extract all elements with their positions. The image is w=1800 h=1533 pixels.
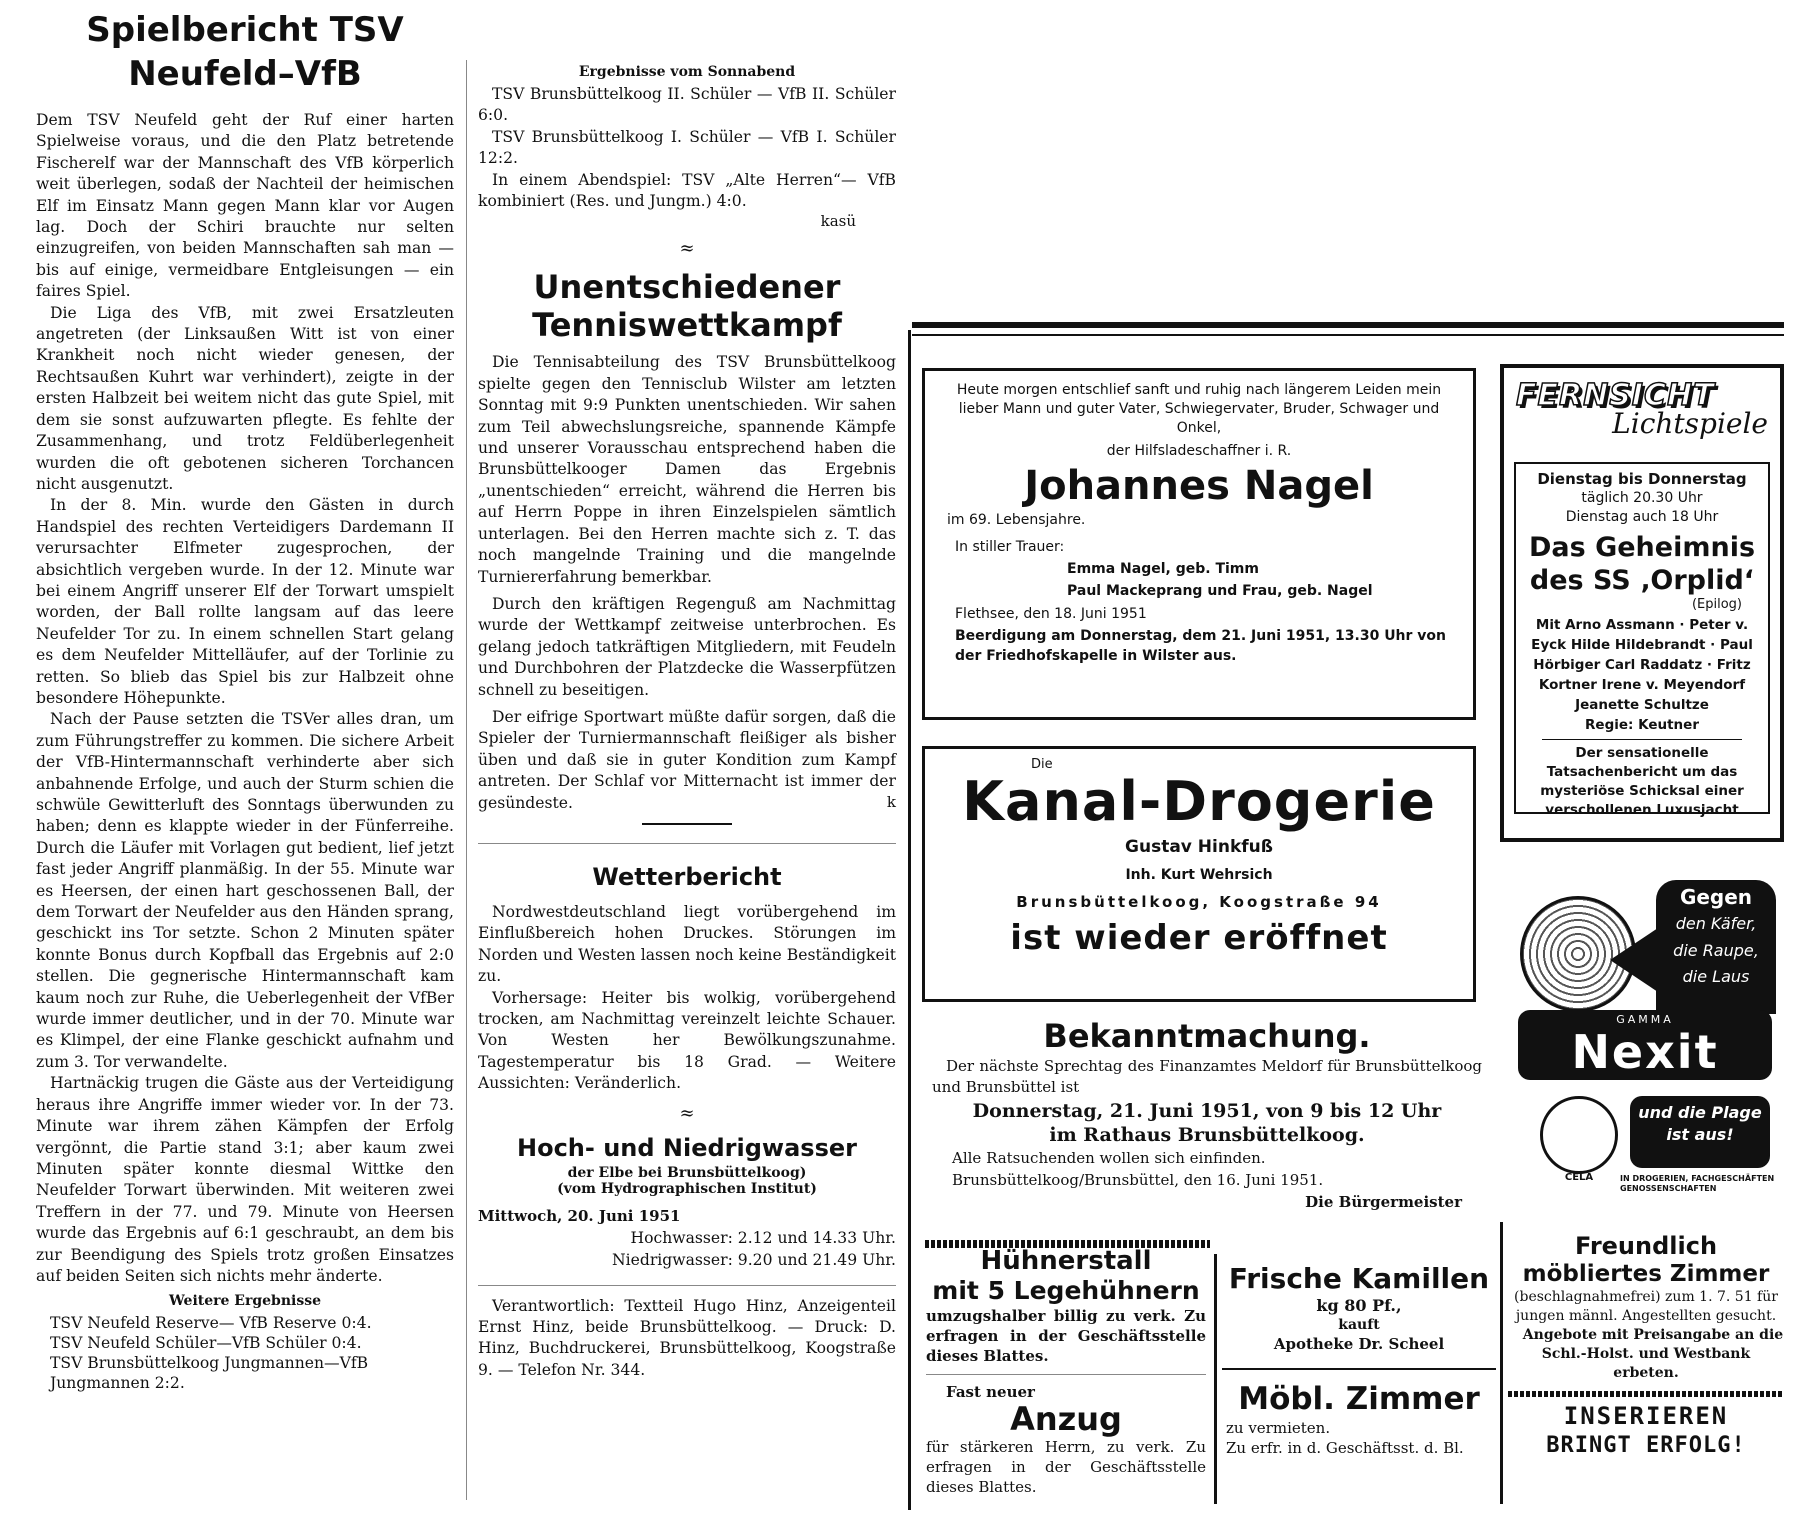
cinema-brand <box>1504 368 1780 462</box>
ad-title: möbliertes Zimmer <box>1522 1261 1770 1287</box>
notice-text: Der nächste Sprechtag des Finanzamtes Meldorf für Brunsbüttelkoog und Brunsbüttel ist <box>932 1057 1482 1097</box>
paragraph: Die Tennisabteilung des TSV Brunsbüttelkoog spielte gegen den Tennisclub Wilster am letzten Sonntag mit 9:9 Punkten unentschieden. Wir sahen zum Teil abwechslungsreiche, spannende Kämpfe und unserer Vorausschau entsprechend haben die Brunsbüttelkooger Damen das Ergebnis „unentschieden“ erreicht, während die Herren bis auf Herrn Poppe in ihren Einzelspielen sämtlich unterlagen. Bei den Herren machte sich z. T. das noch mangelnde Training und die mangelnde Turniererfahrung bemerkbar. <box>478 353 896 586</box>
article-title: Spielbericht TSV Neufeld–VfB <box>86 10 404 94</box>
film-title: Das Geheimnis des SS ‚Orplid‘ <box>1528 532 1756 596</box>
signature: kasü <box>820 212 856 231</box>
obituary-mourner: Emma Nagel, geb. Timm <box>1067 561 1259 577</box>
ad-prefix: Die <box>1031 757 1053 772</box>
section-rule <box>912 322 1784 328</box>
notice-date: Donnerstag, 21. Juni 1951, von 9 bis 12 Uhr <box>972 1099 1442 1122</box>
paragraph: Nordwestdeutschland liegt vorübergehend im Einflußbereich hohen Druckes. Störungen im Norden und Westen lassen noch keine Beständigkeit zu. <box>478 902 896 986</box>
kanal-drogerie-ad <box>922 746 1476 1002</box>
middle-column <box>478 64 896 1381</box>
obituary-notice <box>922 368 1476 720</box>
result-line: TSV Neufeld Schüler—VfB Schüler 0:4. <box>50 1334 362 1353</box>
ad-kicker: Fast neuer <box>946 1383 1035 1401</box>
ad-title: Frische Kamillen <box>1228 1262 1490 1295</box>
article-title: Hoch- und Niedrigwasser <box>517 1133 857 1162</box>
ad-title: mit 5 Legehühnern <box>932 1276 1200 1305</box>
left-column <box>36 8 454 1393</box>
divider <box>478 843 896 844</box>
paragraph: Dem TSV Neufeld geht der Ruf einer harten Spielweise voraus, und die den Platz betretende Fischerelf war der Mannschaft des VfB körperlich weit überlegen, sodaß der Nachteil der heimischen Elf im Einsatz Mann gegen Mann klar vor Augen lag. Doch der Schiri brauchte nur selten einzugreifen, von beiden Mannschaften sah man — bis auf einige, vermeidbare Entgleisungen — ein faires Spiel. <box>36 111 454 301</box>
slogan-line: Gegen <box>1679 885 1753 909</box>
separator: ≈ <box>679 238 695 260</box>
ad-title: Kanal-Drogerie <box>962 770 1436 833</box>
divider <box>1222 1368 1496 1370</box>
slogan-box <box>1656 880 1776 1014</box>
cinema-schedule: Dienstag auch 18 Uhr <box>1565 509 1719 525</box>
subheading: der Elbe bei Brunsbüttelkoog) <box>567 1164 807 1181</box>
film-cast: Mit Arno Assmann · Peter v. Eyck Hilde Hildebrandt · Paul Hörbiger Carl Raddatz · Fritz Kortner Irene v. Meyendorf Jeanette Schultze <box>1531 617 1753 713</box>
ad-title: Anzug <box>1010 1400 1122 1438</box>
column-rule <box>466 60 467 1500</box>
obituary-role: der Hilfsladeschaffner i. R. <box>1106 443 1292 459</box>
notice-signature: Die Bürgermeister <box>1305 1192 1462 1211</box>
subheading: Weitere Ergebnisse <box>168 1293 322 1310</box>
obituary-age: im 69. Lebensjahre. <box>947 512 1086 528</box>
nexit-ad <box>1500 880 1784 1210</box>
divider <box>926 1374 1206 1375</box>
paragraph: In der 8. Min. wurde den Gästen in durch Handspiel des rechten Verteidigers Dardemann II verursachter Elfmeter zugesprochen, der absichtlich vergeben wurde. In der 12. Minute war bei einem Angriff unserer Elf der Torwart umspielt worden, der Ball rollte langsam auf das leere Neufelder Tor zu. In einem schnellen Start gelang es dem Neufelder Mittelläufer, auf der Torlinie zu retten. So blieb das Spiel bis zur Halbzeit ohne besondere Höhepunkte. <box>36 496 454 707</box>
section-rule <box>1214 1254 1217 1504</box>
result-line: TSV Neufeld Reserve— VfB Reserve 0:4. <box>50 1314 372 1333</box>
tide-line: Hochwasser: 2.12 und 14.33 Uhr. <box>630 1228 896 1247</box>
notice-title: Bekanntmachung. <box>1043 1017 1371 1055</box>
notice-place: im Rathaus Brunsbüttelkoog. <box>1049 1123 1365 1146</box>
ad-text: Angebote mit Preisangabe an die Schl.-Holst. und Westbank erbeten. <box>1522 1327 1784 1381</box>
cinema-schedule: täglich 20.30 Uhr <box>1581 490 1703 506</box>
slogan-footer: und die Plage ist aus! <box>1630 1096 1770 1168</box>
divider <box>1508 1391 1784 1397</box>
section-rule <box>1500 1222 1503 1504</box>
slogan-line: die Raupe, <box>1673 941 1759 960</box>
paragraph: Vorhersage: Heiter bis wolkig, vorübergehend trocken, am Nachmittag vereinzelt leichte Schauer. Von Westen her Bewölkungszunahme. Tagestemperatur bis 18 Grad. — Weitere Aussichten: Veränderlich. <box>478 988 896 1093</box>
paragraph: Nach der Pause setzten die TSVer alles dran, um zum Führungstreffer zu kommen. Die sichere Arbeit der VfB-Hintermannschaft verhinderte aber sich anbahnende Erfolge, und auch der Sturm schien die schwüle Gewitterluft des Sonntags überwunden zu haben; denn es klappte wieder in der Fünferreihe. Durch die Läufer mit Vorlagen gut bedient, lief jetzt fast jeder Angriff planmäßig. In der 55. Minute war es Heersen, der einen hart geschossenen Ball, der dem Torwart der Neufelder aus den Händen sprang, geschickt ins Tor setzte. Schon 2 Minuten später konnte Bonus durch Kopfball das Ergebnis auf 2:0 stellen. Die gegnerische Hintermannschaft kam kaum noch zur Ruhe, die Ueberlegenheit der VfBer wurde immer deutlicher, und in der 70. Minute war es Klimpel, der eine Flanke geschickt aufnahm und zum 3. Tor verwandelte. <box>36 710 454 1071</box>
obituary-mourners-label: In stiller Trauer: <box>955 539 1065 555</box>
cinema-program-box <box>1514 462 1770 818</box>
article-title: Unentschiedener Tenniswettkampf <box>532 268 842 345</box>
ad-text: kauft <box>1338 1317 1380 1333</box>
result-line: In einem Abendspiel: TSV „Alte Herren“— VfB kombiniert (Res. und Jungm.) 4:0. <box>478 170 896 211</box>
paragraph: Hartnäckig trugen die Gäste aus der Verteidigung heraus ihre Angriffe immer wieder vor. In der 73. Minute war ihrem zähen Kämpfen der Erfolg vergönnt, die Partie stand 3:1; aber kaum zwei Minuten später konnte diesmal Wittke den Neufelder Torwart überwinden. Mit weiteren zwei Treffern in der 77. und 79. Minute von Heersen wurde das Ergebnis auf 6:1 geschraubt, an dem bis zur Beendigung des Spiels trotz großen Einsatzes auf beiden Seiten sich nichts mehr änderte. <box>36 1074 454 1285</box>
slogan-line: den Käfer, <box>1675 914 1757 933</box>
ad-slogan: INSERIEREN <box>1563 1402 1729 1430</box>
imprint: Verantwortlich: Textteil Hugo Hinz, Anzeigenteil Ernst Hinz, beide Brunsbüttelkoog. — Druck: D. Hinz, Buchdruckerei, Brunsbüttelkoog, Koogstraße 9. — Telefon Nr. 344. <box>478 1296 896 1379</box>
obituary-name: Johannes Nagel <box>1024 463 1374 509</box>
cinema-brand-name: FERNSICHT <box>1516 378 1715 413</box>
ad-text: für stärkeren Herrn, zu verk. Zu erfragen in der Geschäftsstelle dieses Blattes. <box>926 1438 1206 1496</box>
slogan-line: die Laus <box>1682 967 1750 986</box>
ad-address: Brunsbüttelkoog, Koogstraße 94 <box>1016 893 1382 911</box>
mascot-label: CELA <box>1564 1172 1594 1183</box>
divider <box>642 823 732 825</box>
obituary-place-date: Flethsee, den 18. Juni 1951 <box>955 606 1147 622</box>
cinema-ad <box>1500 364 1784 842</box>
paragraph: Durch den kräftigen Regenguß am Nachmittag wurde der Wettkampf zeitweise unterbrochen. Es gelang jedoch tatkräftigen Mitgliedern, mit Feudeln und Durchbohren der Platzdecke die Wasserpfützen schnell zu beseitigen. <box>478 594 896 699</box>
ad-title: Hühnerstall <box>980 1246 1152 1276</box>
classified-ad <box>1222 1262 1496 1458</box>
notice-text: Alle Ratsuchenden wollen sich einfinden. <box>952 1148 1266 1167</box>
brand-banner <box>1518 1010 1772 1080</box>
ad-owner-line: Inh. Kurt Wehrsich <box>1125 867 1273 883</box>
ad-headline: ist wieder eröffnet <box>1010 918 1388 958</box>
obituary-burial: Beerdigung am Donnerstag, dem 21. Juni 1951, 13.30 Uhr von der Friedhofskapelle in Wilster aus. <box>955 628 1447 664</box>
subheading: (vom Hydrographischen Institut) <box>557 1180 817 1197</box>
film-director: Regie: Keutner <box>1585 717 1699 733</box>
ad-text: Apotheke Dr. Scheel <box>1273 1335 1445 1353</box>
paragraph: Der eifrige Sportwart müßte dafür sorgen, daß die Spieler der Turniermannschaft fleißiger als bisher üben und daß sie in guter Kondition zum Kampf antreten. Der Schlaf vor Mitternacht ist immer der gesündeste. <box>478 707 896 812</box>
notice-text: Brunsbüttelkoog/Brunsbüttel, den 16. Juni 1951. <box>952 1170 1324 1189</box>
section-rule <box>912 334 1784 336</box>
paragraph: Die Liga des VfB, mit zwei Ersatzleuten angetreten (der Linksaußen Witt ist von einer Krankheit noch nicht wieder genesen, der Rechtsaußen Kuhrt war verhindert), zeigte in der ersten Halbzeit bei weitem nicht das gute Spiel, mit dem sie sonst aufzuwarten pflegte. Es fehlte der Zusammenhang, und trotz Feldüberlegenheit wurden die oft gebotenen sicheren Torchancen nicht ausgenutzt. <box>36 303 454 493</box>
ad-owner: Gustav Hinkfuß <box>1125 837 1273 857</box>
classified-ad <box>926 1246 1206 1497</box>
divider <box>478 1285 896 1286</box>
tide-line: Niedrigwasser: 9.20 und 21.49 Uhr. <box>612 1250 896 1269</box>
ad-title: Freundlich <box>1574 1232 1718 1260</box>
ad-text: kg 80 Pf., <box>1316 1296 1402 1315</box>
result-line: TSV Brunsbüttelkoog Jungmannen—VfB Jungmannen 2:2. <box>50 1354 369 1393</box>
date-line: Mittwoch, 20. Juni 1951 <box>478 1206 681 1225</box>
result-line: TSV Brunsbüttelkoog II. Schüler — VfB II. Schüler 6:0. <box>478 85 896 125</box>
separator: ≈ <box>679 1102 695 1124</box>
obituary-intro: Heute morgen entschlief sanft und ruhig nach längerem Leiden mein lieber Mann und guter Vater, Schwiegervater, Bruder, Schwager und Onkel, <box>956 382 1442 436</box>
ad-slogan: BRINGT ERFOLG! <box>1546 1433 1746 1458</box>
ad-text: umzugshalber billig zu verk. Zu erfragen in der Geschäftsstelle dieses Blattes. <box>926 1307 1206 1365</box>
obituary-mourner: Paul Mackeprang und Frau, geb. Nagel <box>1067 583 1373 599</box>
article-title: Wetterbericht <box>592 862 782 891</box>
result-line: TSV Brunsbüttelkoog I. Schüler — VfB I. Schüler 12:2. <box>478 127 896 168</box>
availability-note: IN DROGERIEN, FACHGESCHÄFTEN GENOSSENSCHAFTEN <box>1620 1174 1775 1193</box>
signature: k <box>886 792 896 811</box>
divider <box>1542 739 1742 740</box>
cinema-schedule: Dienstag bis Donnerstag <box>1537 470 1747 488</box>
ad-text: Zu erfr. in d. Geschäftsst. d. Bl. <box>1226 1439 1464 1457</box>
column-rule <box>908 330 911 1510</box>
mascot-icon <box>1540 1096 1618 1174</box>
film-subtitle: (Epilog) <box>1691 597 1742 612</box>
ad-text: zu vermieten. <box>1226 1419 1331 1437</box>
public-notice <box>932 1016 1482 1213</box>
ad-title: Möbl. Zimmer <box>1238 1381 1480 1417</box>
brand-prefix: GAMMA <box>1616 1013 1674 1026</box>
brand-name: Nexit <box>1571 1025 1719 1079</box>
cinema-brand-sub: Lichtspiele <box>1612 407 1768 440</box>
ad-text: (beschlagnahmefrei) zum 1. 7. 51 für jungen männl. Angestellten gesucht. <box>1514 1289 1778 1324</box>
subheading: Ergebnisse vom Sonnabend <box>578 64 796 80</box>
classified-ad <box>1508 1232 1784 1461</box>
film-description: Der sensationelle Tatsachenbericht um das mysteriöse Schicksal einer verschollenen Luxusjacht <box>1540 745 1744 818</box>
